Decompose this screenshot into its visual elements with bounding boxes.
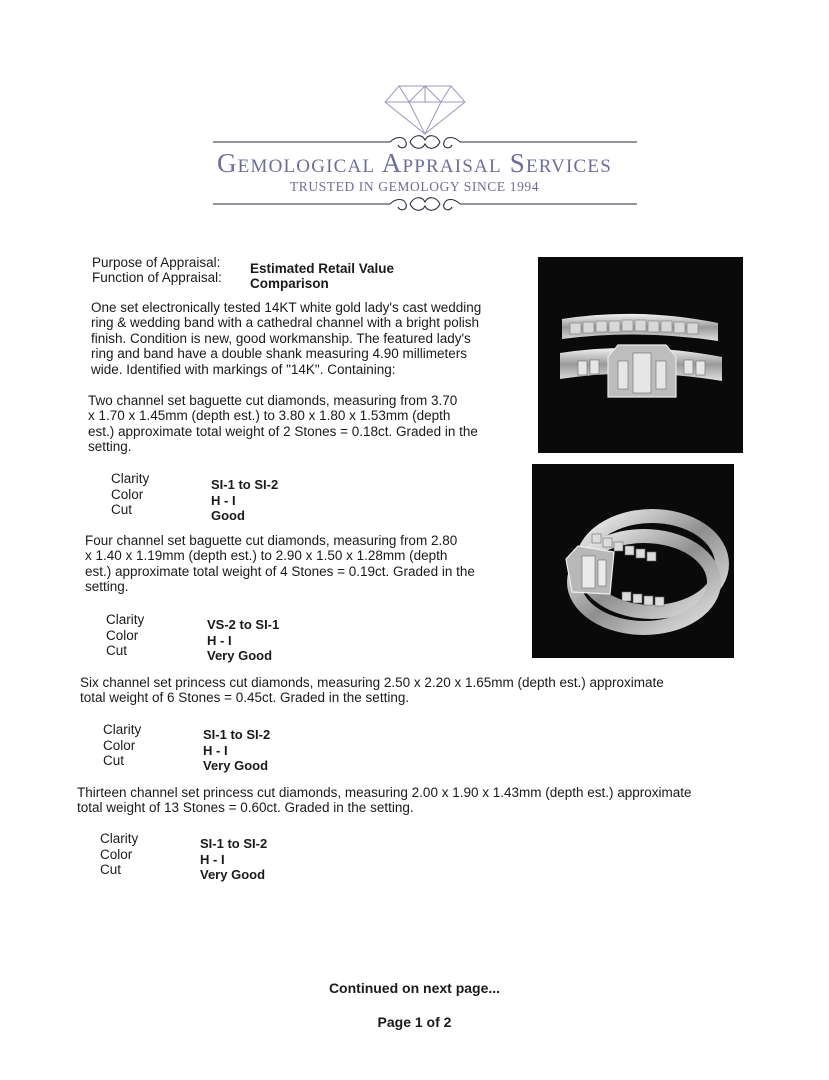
company-tagline: TRUSTED IN GEMOLOGY SINCE 1994: [289, 179, 540, 194]
continued-note: Continued on next page...: [328, 980, 501, 996]
cut-value: Good: [211, 508, 245, 523]
stone-group-4-description: [77, 785, 737, 816]
ornament-bottom: [213, 198, 637, 211]
stone-line: Two channel set baguette cut diamonds, measuring from 3.70: [88, 393, 458, 408]
ring-photo-front: [538, 257, 743, 453]
stone-line: Thirteen channel set princess cut diamonds, measuring 2.00 x 1.90 x 1.43mm (depth est.) approximate: [77, 785, 692, 800]
color-value: H - I: [203, 742, 228, 758]
clarity-label: Clarity: [106, 612, 145, 627]
stone-line: setting.: [88, 439, 132, 455]
grading-values-4: [200, 836, 267, 883]
clarity-value: SI-1 to SI-2: [203, 727, 271, 742]
clarity-label: Clarity: [100, 831, 139, 846]
color-label: Color: [103, 737, 136, 753]
cut-value: Very Good: [203, 758, 269, 773]
purpose-value: Estimated Retail Value: [250, 261, 395, 276]
stone-line: x 1.40 x 1.19mm (depth est.) to 2.90 x 1.50 x 1.28mm (depth: [85, 548, 448, 564]
description-line: ring and band have a double shank measuring 4.90 millimeters: [91, 346, 467, 362]
grading-labels-4: [100, 831, 138, 878]
grading-values-3: [203, 727, 270, 774]
description-line: ring & wedding band with a cathedral channel with a bright polish: [91, 315, 479, 331]
cut-value: Very Good: [207, 648, 273, 663]
description-line: wide. Identified with markings of "14K". Containing:: [91, 361, 396, 377]
clarity-value: SI-1 to SI-2: [200, 836, 268, 851]
cut-label: Cut: [100, 862, 122, 877]
grading-labels-3: [103, 722, 141, 769]
description: [91, 300, 531, 377]
stone-line: total weight of 13 Stones = 0.60ct. Graded in the setting.: [77, 800, 414, 816]
ring-photo-angle: [532, 464, 734, 658]
grading-labels-2: [106, 612, 144, 659]
page-number: Page 1 of 2: [377, 1014, 452, 1030]
stone-line: x 1.70 x 1.45mm (depth est.) to 3.80 x 1.80 x 1.53mm (depth: [88, 408, 451, 424]
function-label: Function of Appraisal:: [92, 270, 222, 285]
color-value: H - I: [200, 851, 225, 867]
description-line: One set electronically tested 14KT white gold lady's cast wedding: [91, 300, 482, 315]
color-label: Color: [111, 486, 144, 502]
clarity-label: Clarity: [111, 471, 150, 486]
description-line: finish. Condition is new, good workmanship. The featured lady's: [91, 330, 471, 346]
stone-line: Six channel set princess cut diamonds, measuring 2.50 x 2.20 x 1.65mm (depth est.) approximate: [80, 675, 664, 690]
stone-line: total weight of 6 Stones = 0.45ct. Graded in the setting.: [80, 690, 410, 706]
stone-line: est.) approximate total weight of 4 Stones = 0.19ct. Graded in the: [85, 563, 475, 579]
stone-group-2-description: [85, 533, 525, 595]
color-label: Color: [100, 846, 133, 862]
color-label: Color: [106, 627, 139, 643]
clarity-value: VS-2 to SI-1: [207, 617, 280, 632]
stone-group-3-description: [80, 675, 720, 706]
cut-value: Very Good: [200, 867, 266, 882]
color-value: H - I: [211, 492, 236, 508]
cut-label: Cut: [106, 643, 128, 658]
grading-values-1: [211, 477, 278, 524]
function-value: Comparison: [250, 276, 329, 291]
ring-angle-image: [532, 464, 734, 658]
clarity-value: SI-1 to SI-2: [211, 477, 279, 492]
cut-label: Cut: [103, 753, 125, 768]
clarity-label: Clarity: [103, 722, 142, 737]
stone-group-1-description: [88, 393, 528, 455]
ring-front-image: [538, 257, 743, 453]
purpose-label: Purpose of Appraisal:: [92, 255, 221, 270]
cut-label: Cut: [111, 502, 133, 517]
color-value: H - I: [207, 632, 232, 648]
stone-line: est.) approximate total weight of 2 Stones = 0.18ct. Graded in the: [88, 423, 478, 439]
diamond-icon: [385, 86, 465, 134]
company-name: Gemological Appraisal Services: [216, 148, 613, 178]
grading-labels-1: [111, 471, 149, 518]
grading-values-2: [207, 617, 279, 664]
ornament-top: [213, 136, 637, 149]
stone-line: setting.: [85, 579, 129, 595]
stone-line: Four channel set baguette cut diamonds, measuring from 2.80: [85, 533, 458, 548]
